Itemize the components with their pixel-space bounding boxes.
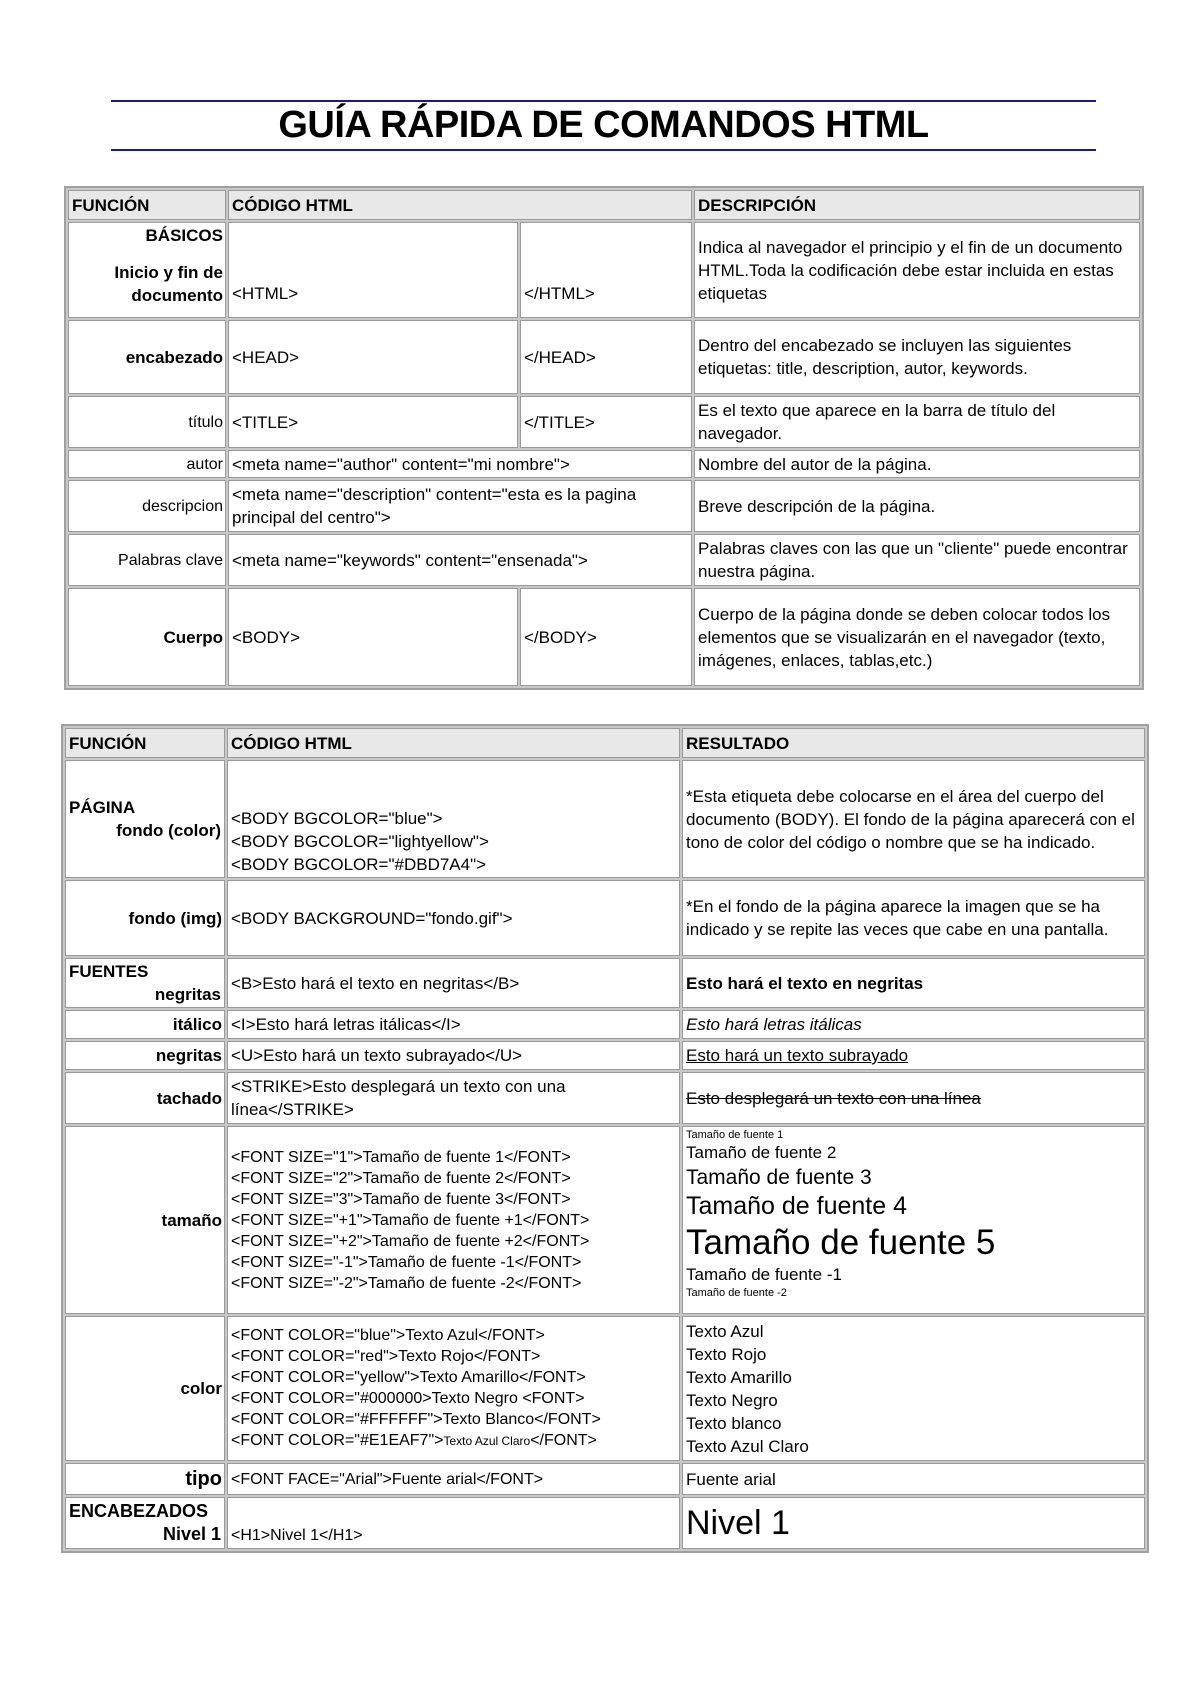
function-label: encabezado (68, 320, 226, 394)
function-label: negritas (65, 1041, 225, 1070)
code-line: <FONT COLOR="yellow">Texto Amarillo</FONT> (231, 1369, 586, 1386)
table-row (68, 450, 1140, 478)
function-label: Cuerpo (68, 588, 226, 686)
table-row (65, 1126, 1145, 1314)
header-resultado: RESULTADO (682, 728, 1145, 758)
description: Es el texto que aparece en la barra de título del navegador. (694, 396, 1140, 448)
table-row (65, 760, 1145, 878)
result-color-line: Texto Amarillo (686, 1367, 792, 1387)
header-descripcion: DESCRIPCIÓN (694, 190, 1140, 220)
code-close: </TITLE> (520, 396, 692, 448)
code: <FONT FACE="Arial">Fuente arial</FONT> (227, 1463, 680, 1495)
function-label: color (65, 1316, 225, 1461)
result: Esto hará un texto subrayado (682, 1041, 1145, 1070)
table-row (68, 480, 1140, 532)
table-row (65, 880, 1145, 956)
result-size-1: Tamaño de fuente 1 (686, 1129, 784, 1141)
result-size-2: Tamaño de fuente 2 (686, 1143, 837, 1162)
code: <meta name="keywords" content="ensenada"> (228, 534, 692, 586)
section-label: FUENTES (69, 962, 149, 981)
function-label: título (68, 396, 226, 448)
code-close: </BODY> (520, 588, 692, 686)
table-row (65, 1463, 1145, 1495)
table-row (68, 588, 1140, 686)
section-label: PÁGINA (69, 798, 136, 817)
code: <BODY BACKGROUND="fondo.gif"> (227, 880, 680, 956)
code-line: <FONT SIZE="+2">Tamaño de fuente +2</FONT> (231, 1232, 590, 1250)
section-label: ENCABEZADOS (69, 1501, 209, 1521)
code-line (231, 1430, 676, 1452)
table-row (65, 1010, 1145, 1039)
code-prefix: <FONT COLOR="#E1EAF7"> (231, 1432, 444, 1449)
description: Breve descripción de la página. (694, 480, 1140, 532)
code-open: <HTML> (228, 222, 518, 318)
description: Palabras claves con las que un "cliente" puede encontrar nuestra página. (694, 534, 1140, 586)
result: Esto hará letras itálicas (682, 1010, 1145, 1039)
code: <B>Esto hará el texto en negritas</B> (227, 958, 680, 1008)
header-codigo: CÓDIGO HTML (227, 728, 680, 758)
header-funcion: FUNCIÓN (68, 190, 226, 220)
function-label: itálico (65, 1010, 225, 1039)
code-line: <FONT SIZE="1">Tamaño de fuente 1</FONT> (231, 1148, 571, 1166)
code-line: <BODY BGCOLOR="#DBD7A4"> (231, 855, 487, 874)
title-rule-bottom (111, 149, 1096, 151)
function-label: fondo (img) (65, 880, 225, 956)
function-label: Nivel 1 (162, 1524, 221, 1544)
result-h1: Nivel 1 (682, 1497, 1145, 1549)
table-row (65, 1072, 1145, 1124)
code-open: <BODY> (228, 588, 518, 686)
result-color-line: Texto Negro (686, 1390, 778, 1410)
code: <I>Esto hará letras itálicas</I> (227, 1010, 680, 1039)
result-size-4: Tamaño de fuente 4 (686, 1192, 907, 1220)
table-row (65, 1041, 1145, 1070)
result: Esto desplegará un texto con una línea (682, 1072, 1145, 1124)
description: Nombre del autor de la página. (694, 450, 1140, 478)
result-size-3: Tamaño de fuente 3 (686, 1166, 872, 1189)
function-label: Inicio y fin de documento (114, 263, 223, 305)
result-color-line: Texto Rojo (686, 1344, 767, 1364)
table-row (68, 396, 1140, 448)
header-codigo: CÓDIGO HTML (228, 190, 692, 220)
function-label: negritas (154, 985, 221, 1004)
function-label: descripcion (68, 480, 226, 532)
code-suffix: </FONT> (530, 1432, 597, 1449)
table-row (68, 222, 1140, 318)
table-row (68, 320, 1140, 394)
function-label: tachado (65, 1072, 225, 1124)
result-size-5: Tamaño de fuente 5 (686, 1223, 996, 1262)
code: <meta name="description" content="esta es la pagina principal del centro"> (228, 480, 692, 532)
code-line: <FONT SIZE="+1">Tamaño de fuente +1</FONT> (231, 1211, 590, 1229)
header-funcion: FUNCIÓN (65, 728, 225, 758)
description: Indica al navegador el principio y el fin de un documento HTML.Toda la codificación debe estar incluida en estas etiquetas (694, 222, 1140, 318)
result-size-minus2: Tamaño de fuente -2 (686, 1287, 787, 1299)
result-color-line: Texto blanco (686, 1413, 782, 1433)
result-color-line: Texto Azul (686, 1321, 764, 1341)
code: <H1>Nivel 1</H1> (227, 1497, 680, 1549)
table-row (65, 1497, 1145, 1549)
table-row (68, 534, 1140, 586)
code-line: <FONT COLOR="red">Texto Rojo</FONT> (231, 1348, 541, 1365)
code: <U>Esto hará un texto subrayado</U> (227, 1041, 680, 1070)
table-row (65, 958, 1145, 1008)
description: Dentro del encabezado se incluyen las siguientes etiquetas: title, description, autor, keywords. (694, 320, 1140, 394)
code-open: <HEAD> (228, 320, 518, 394)
function-label: tipo (65, 1463, 225, 1495)
code-line: <FONT COLOR="#FFFFFF">Texto Blanco</FONT> (231, 1411, 601, 1428)
code-line: <FONT SIZE="-1">Tamaño de fuente -1</FONT> (231, 1253, 582, 1271)
function-label: tamaño (65, 1126, 225, 1314)
result: Fuente arial (682, 1463, 1145, 1495)
code-small-text: Texto Azul Claro (443, 1434, 531, 1448)
function-label: fondo (color) (116, 821, 221, 840)
page-title: GUÍA RÁPIDA DE COMANDOS HTML (278, 104, 929, 146)
result-color-line: Texto Azul Claro (686, 1436, 809, 1456)
basics-table (64, 186, 1144, 690)
code-line: <FONT SIZE="3">Tamaño de fuente 3</FONT> (231, 1190, 571, 1208)
code: <meta name="author" content="mi nombre"> (228, 450, 692, 478)
code-line: <FONT SIZE="-2">Tamaño de fuente -2</FONT> (231, 1274, 582, 1292)
function-label: Palabras clave (68, 534, 226, 586)
code-line: <BODY BGCOLOR="blue"> (231, 809, 443, 828)
title-rule-top (111, 100, 1096, 102)
code-line: <BODY BGCOLOR="lightyellow"> (231, 832, 489, 851)
code-open: <TITLE> (228, 396, 518, 448)
description: Cuerpo de la página donde se deben colocar todos los elementos que se visualizarán en el navegador (texto, imágenes, enlaces, tablas,etc.) (694, 588, 1140, 686)
result: *En el fondo de la página aparece la imagen que se ha indicado y se repite las veces que cabe en una pantalla. (682, 880, 1145, 956)
section-label: BÁSICOS (145, 226, 223, 245)
table-row (65, 1316, 1145, 1461)
code-close: </HTML> (520, 222, 692, 318)
result-size-minus1: Tamaño de fuente -1 (686, 1265, 842, 1284)
code-line: <FONT COLOR="#000000>Texto Negro <FONT> (231, 1390, 585, 1407)
code-close: </HEAD> (520, 320, 692, 394)
code-line: <FONT COLOR="blue">Texto Azul</FONT> (231, 1327, 545, 1344)
result: *Esta etiqueta debe colocarse en el área del cuerpo del documento (BODY). El fondo de la página aparecerá con el tono de color del código o nombre que se ha indicado. (682, 760, 1145, 878)
code-line: <FONT SIZE="2">Tamaño de fuente 2</FONT> (231, 1169, 571, 1187)
result: Esto hará el texto en negritas (682, 958, 1145, 1008)
code: <STRIKE>Esto desplegará un texto con una línea</STRIKE> (227, 1072, 680, 1124)
formatting-table (61, 724, 1149, 1553)
function-label: autor (68, 450, 226, 478)
